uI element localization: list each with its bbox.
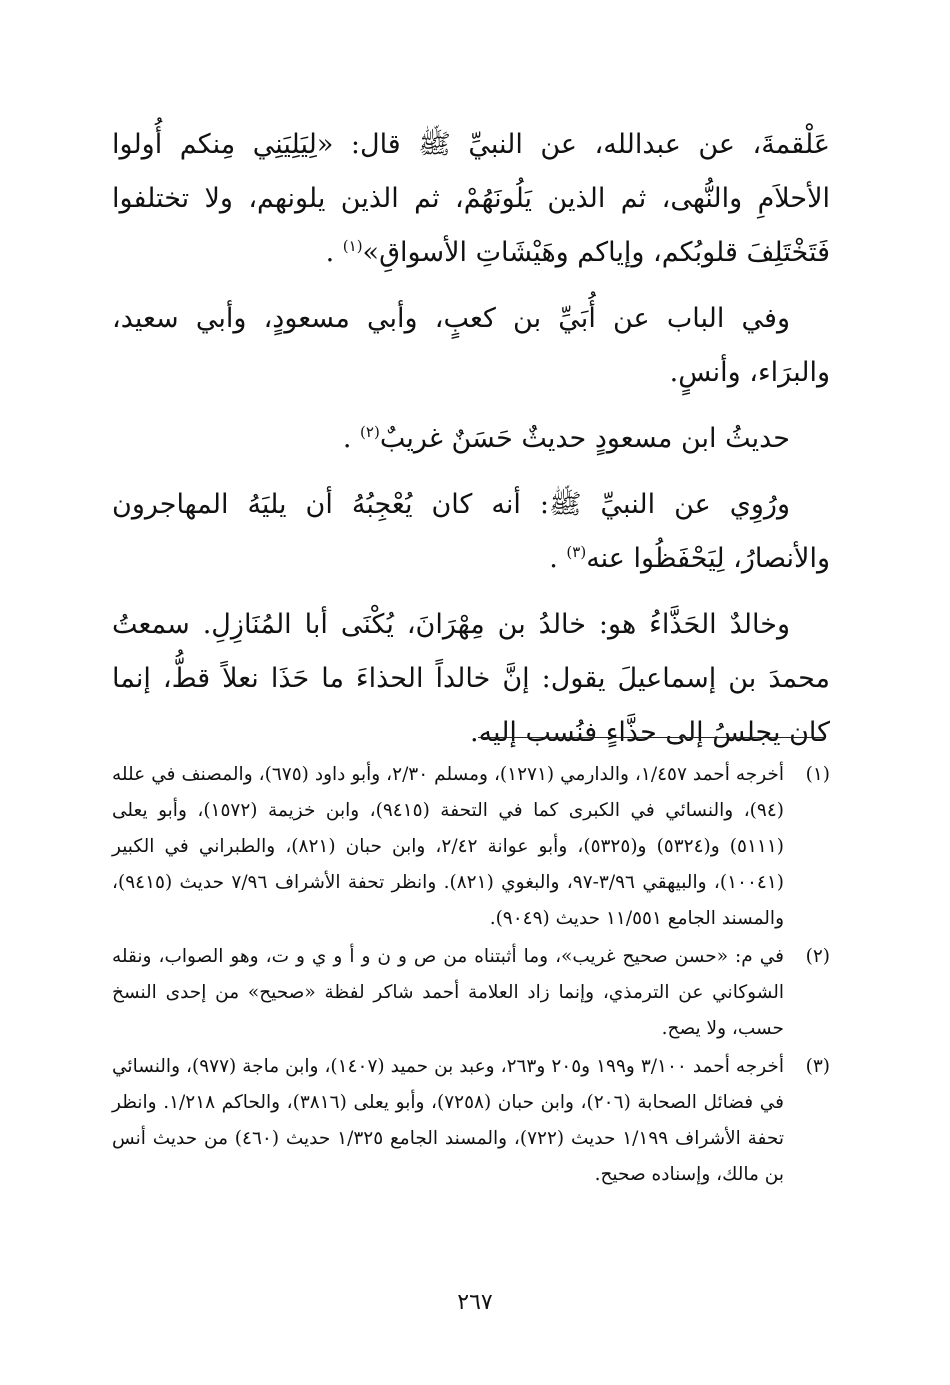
paragraph-text: حديثُ ابن مسعودٍ حديثٌ حَسَنٌ غريبٌ	[379, 423, 790, 454]
main-text	[112, 118, 830, 772]
footnote-text: في م: «حسن صحيح غريب»، وما أثبتناه من ص و ن و أ و ي و ت، وهو الصواب، ونقله الشوكاني عن الترمذي، وإنما زاد العلامة أحمد شاكر لفظة «صحيح» من إحدى النسخ حسب، ولا يصح.	[112, 946, 784, 1039]
paragraph-text: ورُوِي عن النبيِّ ﷺ: أنه كان يُعْجِبُهُ أن يليَهُ المهاجرون والأنصارُ، لِيَحْفَظُوا عنه	[112, 489, 830, 574]
footnote-text: أخرجه أحمد ٣/١٠٠ و١٩٩ و٢٠٥ و٢٦٣، وعبد بن حميد (١٤٠٧)، وابن ماجة (٩٧٧)، والنسائي في فضائل الصحابة (٢٠٦)، وابن حبان (٧٢٥٨)، وأبو يعلى (٣٨١٦)، والحاكم ١/٢١٨. وانظر تحفة الأشراف ١/١٩٩ حديث (٧٢٢)، والمسند الجامع ١/٣٢٥ حديث (٤٦٠) من حديث أنس بن مالك، وإسناده صحيح.	[112, 1056, 784, 1185]
paragraph-narration	[112, 478, 830, 586]
paragraph-tail: .	[549, 543, 567, 574]
paragraph-tail: .	[342, 423, 361, 454]
paragraph-text: وخالدٌ الحَذَّاءُ هو: خالدُ بن مِهْرَانَ، يُكْنَى أبا المُنَازِلِ. سمعتُ محمدَ بن إسماعيلَ يقول: إنَّ خالداً الحذاءَ ما حَذَا نعلاً قطُّ، إنما كان يجلسُ إلى حذَّاءٍ فنُسب إليه.	[112, 609, 830, 748]
footnote-marker: (٣)	[566, 543, 587, 561]
paragraph-tail: .	[325, 237, 343, 268]
page-number: ٢٦٧	[457, 1290, 493, 1315]
footnote-separator	[478, 737, 826, 738]
footnote-marker: (٢)	[360, 423, 380, 441]
footnote-number: (٣)	[805, 1056, 830, 1077]
footnote	[112, 1049, 830, 1193]
footnote-number: (٢)	[805, 946, 830, 967]
footnotes	[112, 757, 830, 1195]
paragraph-khalid	[112, 598, 830, 760]
footnote	[112, 939, 830, 1047]
paragraph-chapter-narrators	[112, 292, 830, 400]
footnote	[112, 757, 830, 937]
paragraph-grading	[112, 412, 830, 466]
footnote-number: (١)	[805, 764, 830, 785]
paragraph-text: عَلْقمةَ، عن عبدالله، عن النبيِّ ﷺ قال: «لِيَلِيَنِي مِنكم أُولوا الأحلاَمِ والنُّهى، ثم الذين يَلُونَهُمْ، ثم الذين يلونهم، ولا تختلفوا فَتَخْتَلِفَ قلوبُكم، وإياكم وهَيْشَاتِ الأسواقِ»	[112, 129, 830, 268]
footnote-text: أخرجه أحمد ١/٤٥٧، والدارمي (١٢٧١)، ومسلم ٢/٣٠، وأبو داود (٦٧٥)، والمصنف في علله (٩٤)، والنسائي في الكبرى كما في التحفة (٩٤١٥)، وابن خزيمة (١٥٧٢)، وأبو يعلى (٥١١١) و(٥٣٢٤) و(٥٣٢٥)، وأبو عوانة ٢/٤٢، وابن حبان (٨٢١)، والطبراني في الكبير (١٠٠٤١)، والبيهقي ٣/٩٦-٩٧، والبغوي (٨٢١). وانظر تحفة الأشراف ٧/٩٦ حديث (٩٤١٥)، والمسند الجامع ١١/٥٥١ حديث (٩٠٤٩).	[112, 764, 784, 929]
paragraph-hadith	[112, 118, 830, 280]
footnote-marker: (١)	[342, 237, 363, 255]
paragraph-text: وفي الباب عن أُبَيِّ بن كعبٍ، وأبي مسعودٍ، وأبي سعيد، والبرَاء، وأنسٍ.	[112, 303, 830, 388]
